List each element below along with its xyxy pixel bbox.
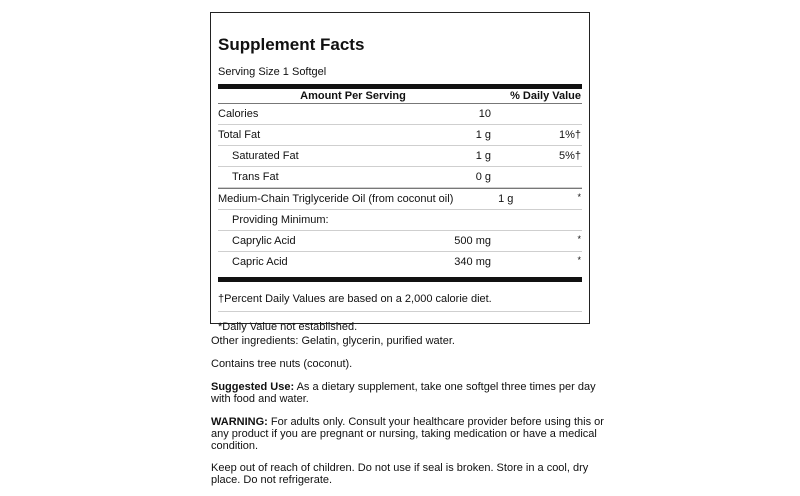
nutrient-name: Caprylic Acid (232, 235, 296, 247)
nutrient-name: Medium-Chain Triglyceride Oil (from coconut oil) (218, 193, 454, 205)
suggested-use-text: As a dietary supplement, take one softgel three times per day with food and water. (211, 381, 596, 405)
footnote-divider (218, 311, 582, 312)
percent-daily-value-footnote: †Percent Daily Values are based on a 2,000 calorie diet. (218, 293, 492, 305)
table-row (218, 210, 582, 231)
daily-value-header: % Daily Value (510, 90, 581, 102)
serving-size: Serving Size 1 Softgel (218, 66, 327, 78)
nutrient-amount: 1 g (475, 129, 491, 141)
thick-divider-bottom (218, 277, 582, 282)
nutrient-name: Trans Fat (232, 171, 279, 183)
amount-per-serving-header: Amount Per Serving (300, 90, 406, 102)
nutrient-daily-value: 5%† (558, 150, 581, 162)
table-row (218, 125, 582, 146)
table-header (218, 89, 582, 104)
panel-title: Supplement Facts (218, 35, 365, 54)
allergen-statement: Contains tree nuts (coconut). (211, 358, 353, 370)
nutrient-amount: 340 mg (454, 256, 491, 268)
nutrient-daily-value (491, 210, 582, 230)
table-row (218, 104, 582, 125)
nutrient-amount: 0 g (475, 171, 491, 183)
nutrient-daily-value: * (577, 192, 581, 202)
warning-statement (211, 416, 611, 452)
table-row (218, 146, 582, 167)
table-row (218, 252, 582, 272)
nutrient-amount: 1 g (498, 193, 514, 205)
table-row (218, 167, 582, 188)
suggested-use (211, 381, 611, 405)
storage-statement: Keep out of reach of children. Do not use if seal is broken. Store in a cool, dry place. Do not refrigerate. (211, 462, 589, 486)
nutrient-name: Total Fat (218, 129, 261, 141)
nutrient-amount (411, 210, 491, 230)
daily-value-not-established-footnote: *Daily Value not established. (218, 321, 358, 333)
nutrient-name: Providing Minimum: (232, 214, 329, 226)
supplement-facts-panel (210, 12, 590, 333)
nutrient-daily-value: * (577, 255, 581, 265)
nutrient-amount: 500 mg (454, 235, 491, 247)
warning-text: For adults only. Consult your healthcare provider before using this or any product if you are pregnant or nursing, taking medication or have a medical condition. (211, 416, 604, 452)
nutrient-daily-value: 1%† (558, 129, 581, 141)
suggested-use-label: Suggested Use: (211, 381, 295, 393)
nutrient-name: Capric Acid (232, 256, 288, 268)
nutrient-daily-value: * (577, 234, 581, 244)
table-row (218, 188, 582, 210)
other-ingredients: Other ingredients: Gelatin, glycerin, purified water. (211, 335, 455, 347)
warning-label: WARNING: (211, 416, 268, 428)
nutrient-name: Calories (218, 108, 259, 120)
nutrient-amount: 1 g (475, 150, 491, 162)
nutrient-daily-value (491, 104, 582, 124)
nutrient-amount: 10 (478, 108, 491, 120)
table-row (218, 231, 582, 252)
nutrient-daily-value (491, 167, 582, 187)
nutrient-name: Saturated Fat (232, 150, 299, 162)
